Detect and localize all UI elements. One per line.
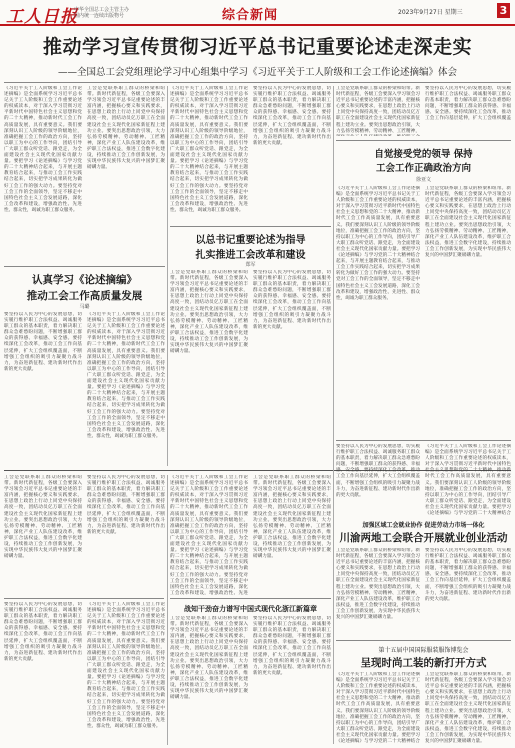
article-title: 工会工作正确政治方向 xyxy=(375,163,471,174)
article-body: 工会是党联系职工群众的桥梁和纽带。新时代新征程，各级工会要深入学习领会习近平总书记重要论述的丰富内涵，把握核心要义和实践要求，在思想上政治上行动上同党中央保持高度一致，团结动员亿万职工在全面建设社会主义现代化国家新征程上建功立业。要突出思想政治引领，大力弘扬劳模精神、劳动精神、工匠精神，深化产业工人队伍建设改革，维护职工合法权益，推进工会数字化建设，持续推动工会工作创新发展，为实现中华民族伟大复兴的中国梦汇聚磅礴力量。 xyxy=(425,186,511,259)
lead-column-2: 工会是党联系职工群众的桥梁和纽带。新时代新征程，各级工会要深入学习领会习近平总书记重要论述的丰富内涵，把握核心要义和实践要求，在思想上政治上行动上同党中央保持高度一致，团结动员亿万职工在全面建设社会主义现代化国家新征程上建功立业。要突出思想政治引领，大力弘扬劳模精神、劳动精神、工匠精神，深化产业工人队伍建设改革，维护职工合法权益，推进工会数字化建设，持续推动工会工作创新发展，为实现中华民族伟大复兴的中国梦汇聚磅礴力量。 xyxy=(87,86,165,171)
article-title: 川渝两地工会联合开展就业创业活动 xyxy=(339,532,508,544)
lower-column-1: 工会是党联系职工群众的桥梁和纽带。新时代新征程，各级工会要深入学习领会习近平总书记重要论述的丰富内涵，把握核心要义和实践要求，在思想上政治上行动上同党中央保持高度一致，团结动员亿万职工在全面建设社会主义现代化国家新征程上建功立业。要突出思想政治引领，大力弘扬劳模精神、劳动精神、工匠精神，深化产业工人队伍建设改革，维护职工合法权益，推进工会数字化建设，持续推动工会工作创新发展，为实现中华民族伟大复兴的中国梦汇聚磅礴力量。 xyxy=(4,475,82,560)
column-rule xyxy=(167,475,168,745)
issue-date: 2023年9月27日 星期三 xyxy=(398,9,463,16)
article-body: 工会是党联系职工群众的桥梁和纽带。新时代新征程，各级工会要深入学习领会习近平总书记重要论述的丰富内涵，把握核心要义和实践要求，在思想上政治上行动上同党中央保持高度一致，团结动员亿万职工在全面建设社会主义现代化国家新征程上建功立业。要突出思想政治引领，大力弘扬劳模精神、劳动精神、工匠精神，深化产业工人队伍建设改革，维护职工合法权益，推进工会数字化建设，持续推动工会工作创新发展，为实现中华民族伟大复兴的中国梦汇聚磅礴力量。 xyxy=(170,616,248,701)
article-body: 《习近平关于工人阶级和工会工作论述摘编》是全面系统学习习近平总书记关于工人阶级和工会工作重要论述的权威读本，对于深入学习贯彻习近平新时代中国特色社会主义思想和党的二十大精神，推动新时代工会工作高质量发展，具有重要意义。我们要深刻认识工人阶级的领导阶级地位，准确把握工会工作的政治方向，坚持以职工为中心的工作导向，团结引导广大职工群众听党话、跟党走，为全面建设社会主义现代化国家贡献力量。要把学习《论述摘编》与学习党的二十大精神结合 xyxy=(336,672,420,744)
lead-column-6: 要坚持以人民为中心的发展思想，切实履行维护职工合法权益、竭诚服务职工群众的基本职责，着力解决职工群众急难愁盼问题，不断增强职工群众的获得感、幸福感、安全感。要持续深化工会改革，推动工会工作向基层延伸，扩大工会组织覆盖 xyxy=(425,86,511,122)
article-body: 工会是党联系职工群众的桥梁和纽带。新时代新征程，各级工会要深入学习领会习近平总书记重要论述的丰富内涵，把握核心要义和实践要求，在思想上政治上行动上同党中央保持高度一致，团结动员亿万职工在全面建设社会主义现代化国家新征程上建功立业。要突出思想政治引领，大力弘扬劳模精神、劳动精神、工匠精神，深化产业工人队伍建设改革，维护职工合法权益，推进工会数字化建设，持续推动工会工作创新发展，为实现中华民族伟大复兴的中国梦汇聚磅礴力量。 xyxy=(425,672,511,744)
article-body: 要坚持以人民为中心的发展思想，切实履行维护职工合法权益、竭诚服务职工群众的基本职责，着力解决职工群众急难愁盼问题，不断增强职工群众的获得感、幸福感、安全感。要持续深化工会改革，推动工会工作向基层延伸，扩大工会组织覆盖面，不断增强工会组织的吸引力凝聚力战斗力，为奋进新征程、建功新时代作出新的更大贡献。 xyxy=(4,312,82,372)
lower-column-4: 工会是党联系职工群众的桥梁和纽带。新时代新征程，各级工会要深入学习领会习近平总书记重要论述的丰富内涵，把握核心要义和实践要求，在思想上政治上行动上同党中央保持高度一致，团结动员亿万职工在全面建设社会主义现代化国家新征程上建功立业。要突出思想政治引领，大力弘扬劳模精神、劳动精神、工匠精神，深化产业工人队伍建设改革，维护职工合法权益，推进工会数字化建设，持续推动工会工作创新发展，为实现中华民族伟大复兴的中国梦汇聚磅礴力量。 xyxy=(253,475,331,560)
lead-headline: 推动学习宣传贯彻习近平总书记重要论述走深走实 xyxy=(42,36,472,58)
article-body: 工会是党联系职工群众的桥梁和纽带。新时代新征程，各级工会要深入学习领会习近平总书记重要论述的丰富内涵，把握核心要义和实践要求，在思想上政治上行动上同党中央保持高度一致，团结动员亿万职工在全面建设社会主义现代化国家新征程上建功立业。要突出思想政治引领，大力弘扬劳模精神、劳动精神、工匠精神，深化产业工人队伍建设改革，维护职工合法权益，推进工会数字化建设，持续推动工会工作创新发展，为实现中华民族伟大复兴的中国梦汇聚磅礴力量。 xyxy=(336,548,420,621)
lead-column-4: 要坚持以人民为中心的发展思想，切实履行维护职工合法权益、竭诚服务职工群众的基本职责，着力解决职工群众急难愁盼问题，不断增强职工群众的获得感、幸福感、安全感。要持续深化工会改革，推动工会工作向基层延伸，扩大工会组织覆盖面，不断增强工会组织的吸引力凝聚力战斗力，为奋进新征程、建功新时代作出新的更大贡献。 xyxy=(253,86,331,146)
article-kicker: 第十五届中国国际服装服饰博览会 xyxy=(378,647,469,654)
lead-column-1: 《习近平关于工人阶级和工会工作论述摘编》是全面系统学习习近平总书记关于工人阶级和工会工作重要论述的权威读本，对于深入学习贯彻习近平新时代中国特色社会主义思想和党的二十大精神，推动新时代工会工作高质量发展，具有重要意义。我们要深刻认识工人阶级的领导阶级地位，准确把握工会工作的政治方向，坚持以职工为中心的工作导向，团结引导广大职工群众听党话、跟党走，为全面建设社会主义现代化国家贡献力量。要把学习《论述摘编》与学习党的二十大精神结合起来，与开展主题教育结合起来，与推动工会工作实践结合起来，切实把学习成果转化为做好工会工作的强大动力。要坚持党对工会工作的全面领导，坚定不移走中国特色社会主义工会发展道路，深化工会改革和建设，增强政治性、先进性、群众性，竭诚为职工群众服务。 xyxy=(4,86,82,213)
article-title: 战知干劲奋力谱写中国式现代化浙江新篇章 xyxy=(184,605,317,613)
article-title: 以总书记重要论述为指导 xyxy=(195,235,306,246)
divider xyxy=(336,440,511,441)
section-title: 综合新闻 xyxy=(222,8,279,23)
page-number-badge: 3 xyxy=(497,3,510,18)
divider xyxy=(4,598,164,599)
lead-column-3: 《习近平关于工人阶级和工会工作论述摘编》是全面系统学习习近平总书记关于工人阶级和工会工作重要论述的权威读本，对于深入学习贯彻习近平新时代中国特色社会主义思想和党的二十大精神，推动新时代工会工作高质量发展，具有重要意义。我们要深刻认识工人阶级的领导阶级地位，准确把握工会工作的政治方向，坚持以职工为中心的工作导向，团结引导广大职工群众听党话、跟党走，为全面建设社会主义现代化国家贡献力量。要把学习《论述摘编》与学习党的二十大精神结合起来，与开展主题教育结合起来，与推动工会工作实践结合起来，切实把学习成果转化为做好工会工作的强大动力。要坚持党对工会工作的全面领导，坚定不移走中国特色社会主义工会发展道路，深化工会改革和建设，增强政治性、先进性、群众性，竭诚为职工群众服务。 xyxy=(170,86,248,213)
article-body: 要坚持以人民为中心的发展思想，切实履行维护职工合法权益、竭诚服务职工群众的基本职责，着力解决职工群众急难愁盼问题，不断增强职工群众的获得感、幸福感、安全感。要持续深化工会改革，推动工会工作向基层延伸，扩大工会组织覆盖面，不断增强工会组织的吸引力凝聚力战斗力，为奋进新征程、建功新时代作出新的更大贡献。 xyxy=(253,616,331,676)
divider xyxy=(336,640,511,641)
article-body: 《习近平关于工人阶级和工会工作论述摘编》是全面系统学习习近平总书记关于工人阶级和工会工作重要论述的权威读本，对于深入学习贯彻习近平新时代中国特色社会主义思想和党的二十大精神，推动新时代工会工作高质量发展，具有重要意义。我们要深刻认识工人阶级的领导阶级地位，准确把握工会工作的政治方向，坚持以职工为中心的工作导向，团结引导广大职工群众听党话、跟党走，为全面建设社会主义现代化国家贡献力量。要把学习《论述摘编》与学习党的二十大精神结合起来，与开展主题教育结合起来，与推动工会工作实践结合起来，切实把学习成果转化为做好工会工作的强大动力。要坚持党对工会工作的全面领导，坚定不移走中国特色社会主义工会发展道路，深化工会改革和建设，增强政治性、先进性、群众性，竭诚为职工群众服务。 xyxy=(87,312,165,439)
lower-column-3: 《习近平关于工人阶级和工会工作论述摘编》是全面系统学习习近平总书记关于工人阶级和工会工作重要论述的权威读本，对于深入学习贯彻习近平新时代中国特色社会主义思想和党的二十大精神，推动新时代工会工作高质量发展，具有重要意义。我们要深刻认识工人阶级的领导阶级地位，准确把握工会工作的政治方向，坚持以职工为中心的工作导向，团结引导广大职工群众听党话、跟党走，为全面建设社会主义现代化国家贡献力量。要把学习《论述摘编》与学习党的二十大精神结合起来，与开展主题教育结合起来，与推动工会工作实践结合起来，切实把学习成果转化为做好工会工作的强大动力。要坚持党对工会工作的全面领导，坚定不移走中国特色社会主义工会发展道路，深化工会改革和建设，增强政治性、先进 xyxy=(170,475,248,595)
lead-column-5: 工会是党联系职工群众的桥梁和纽带。新时代新征程，各级工会要深入学习领会习近平总书记重要论述的丰富内涵，把握核心要义和实践要求，在思想上政治上行动上同党中央保持高度一致，团结动员亿万职工在全面建设社会主义现代化国家新征程上建功立业。要突出思想政治引领，大力弘扬劳模精神、劳动精神、工匠精神， xyxy=(336,86,420,134)
divider xyxy=(336,140,511,141)
article-title: 呈现时尚工装的新打开方式 xyxy=(360,657,487,669)
divider xyxy=(4,82,511,83)
article-kicker: 加强区域工会就业协作 促进劳动力市场一体化 xyxy=(362,522,485,529)
article-body: 要坚持以人民为中心的发展思想，切实履行维护职工合法权益、竭诚服务职工群众的基本职责，着力解决职工群众急难愁盼问题，不断增强职工群众的获得感、幸福感、安全感。要持续深化工会改革，推动工会工作向基层延伸，扩大工会组织覆盖面，不断增强工会组织的吸引力凝聚力战斗力，为奋进新征程、建功新时代作出新的更大贡献。 xyxy=(336,444,420,498)
article-title: 推动工会工作高质量发展 xyxy=(26,290,143,302)
article-title: 扎实推进工会改革和建设 xyxy=(195,250,306,261)
lower-column-2: 要坚持以人民为中心的发展思想，切实履行维护职工合法权益、竭诚服务职工群众的基本职责，着力解决职工群众急难愁盼问题，不断增强职工群众的获得感、幸福感、安全感。要持续深化工会改革，推动工会工作向基层延伸，扩大工会组织覆盖面，不断增强工会组织的吸引力凝聚力战斗力，为奋进新征程、建功新时代作出新的更大贡献。 xyxy=(87,475,165,535)
article-author: 徐亚文 xyxy=(415,177,431,183)
article-body: 《习近平关于工人阶级和工会工作论述摘编》是全面系统学习习近平总书记关于工人阶级和工会工作重要论述的权威读本，对于深入学习贯彻习近平新时代中国特色社会主义思想和党的二十大精神，推动新时代工会工作高质量发展，具有重要意义。我们要深刻认识工人阶级的领导阶级地位，准确把握工会工作的政治方向，坚持以职工为中心的工作导向，团结引导广大职工群众听党话、跟党走，为全面建设社会主义现代化国家贡献力量。要把学习《论述摘编》与学习党的二十大精神结合 xyxy=(425,444,511,516)
column-rule xyxy=(167,86,168,466)
article-body: 要坚持以人民为中心的发展思想，切实履行维护职工合法权益、竭诚服务职工群众的基本职责，着力解决职工群众急难愁盼问题，不断增强职工群众的获得感、幸福感、安全感。要持续深化工会改革，推动工会工作向基层延伸，扩大工会组织覆盖面，不断增强工会组织的吸引力凝聚力战斗力，为奋进新征程、建功新时代作出新的更大贡献。 xyxy=(253,270,331,330)
article-author: 郑军 xyxy=(245,262,256,268)
publication-info: 中华全国总工会主管主办 国内统一连续出版物号 xyxy=(74,7,130,19)
column-rule xyxy=(333,86,334,744)
divider xyxy=(170,598,331,599)
article-title: 认真学习《论述摘编》 xyxy=(32,274,137,286)
divider xyxy=(4,266,165,267)
article-body: 要坚持以人民为中心的发展思想，切实履行维护职工合法权益、竭诚服务职工群众的基本职责，着力解决职工群众急难愁盼问题，不断增强职工群众的获得感、幸福感、安全感。要持续深化工会改革，推动工会工作向基层延伸，扩大工会组织覆盖面，不断增强工会组织的吸引力凝聚力战斗力，为奋进新征程、建功新时代作出新的更大贡献。 xyxy=(425,548,511,602)
article-body: 工会是党联系职工群众的桥梁和纽带。新时代新征程，各级工会要深入学习领会习近平总书记重要论述的丰富内涵，把握核心要义和实践要求，在思想上政治上行动上同党中央保持高度一致，团结动员亿万职工在全面建设社会主义现代化国家新征程上建功立业。要突出思想政治引领，大力弘扬劳模精神、劳动精神、工匠精神，深化产业工人队伍建设改革，维护职工合法权益，推进工会数字化建设，持续推动工会工作创新发展，为实现中华民族伟大复兴的中国梦汇聚磅礴力量。 xyxy=(170,270,248,355)
article-body: 《习近平关于工人阶级和工会工作论述摘编》是全面系统学习习近平总书记关于工人阶级和工会工作重要论述的权威读本，对于深入学习贯彻习近平新时代中国特色社会主义思想和党的二十大精神，推动新时代工会工作高质量发展，具有重要意义。我们要深刻认识工人阶级的领导阶级地位，准确把握工会工作的政治方向，坚持以职工为中心的工作导向，团结引导广大职工群众听党话、跟党走，为全面建设社会主义现代化国家贡献力量。要把学习《论述摘编》与学习党的二十大精神结合起来，与开展主题教育结合起来，与推动工会工作实践结合起来，切实把学习成果转化为做好工会工作的强大动力。要坚持党对工会工作的全面领导，坚定不移走中国特色社会主义工会发展道路，深化工会改革和建设，增强政治性、先进性、群众性，竭诚为职工群众服务。 xyxy=(336,186,420,301)
divider xyxy=(170,226,331,227)
lower-column-6: 《习近平关于工人阶级和工会工作论述摘编》是全面系统学习习近平总书记关于工人阶级和工会工作重要论述的权威读本，对于深入学习贯彻习近平新时代中国特色社会主义思想和党的二十大精神，推动新时代工会工作高质量发展，具有重要意义。我们要深刻认识工人阶级的领导阶级地位，准确把握工会工作的政治方向，坚持以职工为中心的工作导向，团结引导广大职工群众听党话、跟党走，为全面建设社会主义现代化国家贡献力量。要把学习《论述摘编》与学习党的二十大精神结合起来，与开展主题教育结合起来，与推动工会工作实践结合起来，切实把学习成果转化为做好工会工作的强大动力。要坚持党对工会工作的全面领导，坚定不移走中国特色社会主义工会发展道路，深化工会改革和建设，增强政治性、先进性、群众性，竭诚为职工群众服务。 xyxy=(87,602,165,729)
article-author: 马璐 xyxy=(79,304,90,310)
newspaper-logo: 工人日报 xyxy=(6,7,78,27)
lead-subheadline: ——全国总工会党组理论学习中心组集中学习《习近平关于工人阶级和工会工作论述摘编》体会 xyxy=(57,67,457,78)
article-title: 自觉接受党的领导 保持 xyxy=(374,149,473,160)
lower-column-5: 要坚持以人民为中心的发展思想，切实履行维护职工合法权益、竭诚服务职工群众的基本职责，着力解决职工群众急难愁盼问题，不断增强职工群众的获得感、幸福感、安全感。要持续深化工会改革，推动工会工作向基层延伸，扩大工会组织覆盖面，不断增强工会组织的吸引力凝聚力战斗力，为奋进新征程、建功新时代作出新的更大贡献。 xyxy=(4,602,82,662)
